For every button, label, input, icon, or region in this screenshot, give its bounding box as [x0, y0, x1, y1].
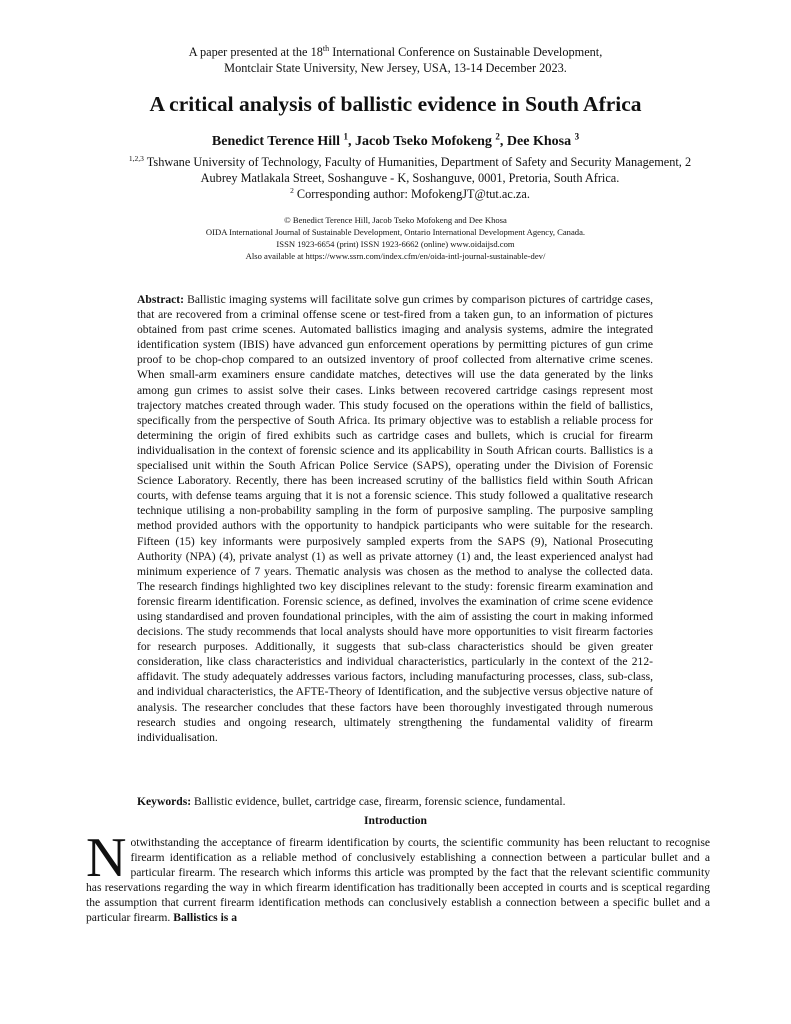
author-sup: 2 — [495, 131, 500, 142]
author-name: Dee Khosa — [506, 134, 572, 149]
section-heading-introduction: Introduction — [364, 814, 427, 827]
copyright-line: © Benedict Terence Hill, Jacob Tseko Mofokeng and Dee Khosa — [284, 215, 507, 225]
author-name: Jacob Tseko Mofokeng — [354, 134, 492, 149]
paper-title: A critical analysis of ballistic evidence in South Africa — [149, 92, 642, 116]
keywords-text: Ballistic evidence, bullet, cartridge case, firearm, forensic science, fundamental. — [191, 795, 566, 808]
keywords-label: Keywords: — [137, 795, 192, 808]
affiliation-sup: 1,2,3 — [128, 153, 144, 163]
corresponding-sup: 2 — [290, 185, 294, 195]
conference-line1-post: International Conference on Sustainable Development, — [329, 45, 603, 59]
author-list: Benedict Terence Hill $^1$, Jacob Tseko Mofokeng $^2$, Dee Khosa $^3$ — [211, 131, 580, 149]
conference-line1-pre: A paper presented at the 18 — [188, 45, 323, 59]
corresponding-author — [110, 186, 710, 202]
abstract-text: Ballistic imaging systems will facilitate solve gun crimes by comparison pictures of cartridge cases, that are recovered from a criminal offense scene or test-fired from a taken gun, to an information of pictures obtained from past crime scenes. Automated ballistics imaging and analysis systems, admire the integrated identification system (IBIS) have advanced gun enforcement operations by permitting pictures of gun crime proof to be chop-chop compared to an outsized inventory of proof collected from alternative crime scenes. When small-arm examiners ensure candidate matches, detectives will use the data generated by the links among gun crimes to assist solve their cases. Links between recovered cartridge casings represent most trajectory matches created through wader. This study focused on the operations within the field of ballistics, specifically from the perspective of South Africa. Its primary objective was to establish a reliable process for determining the origin of fired exhibits such as cartridge cases and bullets, which is crucial for firearm individualisation in the context of forensic science and its applicability in South African courts. Ballistics is a specialised unit within the South African Police Service (SAPS), operating under the Division of Forensic Science Laboratory. Recently, there has been increased scrutiny of the ballistics field within South African courts, with defense teams arguing that it is not a forensic science. This study followed a qualitative research technique utilising a non-probability sampling in the form of purposive sampling. The purposive sampling method provided authors with the opportunity to handpick participants who were suitable for the research. Fifteen (15) key informants were purposively sampled experts from the SAPS (9), National Prosecuting Authority (NPA) (4), private analyst (1) as well as private attorney (1) and, the least experienced analyst had minimum experience of 7 years. Thematic analysis was chosen as the method to analyse the collected data. The research findings highlighted two key disciplines relevant to the study: forensic firearm examination and forensic firearm identification. Forensic science, as defined, involves the examination of crime scene evidence using standardised and proven foundational principles, with the aim of assisting the court in making informed decisions. The study recommends that local analysts should have more opportunities to visit firearm factories for research purposes. Additionally, it suggests that sub-class characteristics should be given greater consideration, like class characteristics and individual characteristics, particularly in the context of the 212-affidavit. The study adequately addresses various factors, including manufacturing processes, class, sub-class, and individual characteristics, the AFTE-Theory of Identification, and the subjective versus objective nature of analysis. The researcher concludes that these factors have been thoroughly investigated through numerous research studies and ongoing research, ultimately strengthening the fundamental validity of firearm individualisation. — [137, 293, 653, 744]
introduction-text: otwithstanding the acceptance of firearm identification by courts, the scientific community has been reluctant to recognise firearm identification as a reliable method of conclusively establishing a connection between a particular bullet and a particular firearm. The research which informs this article was prompted by the fact that the relevant scientific community has reservations regarding the way in which firearm identification has traditionally been accepted in courts and is sceptical regarding the assumption that current firearm identification methods can conclusively establish a connection between a specific bullet and a particular firearm. — [86, 836, 710, 925]
corresponding-text: Corresponding author: MofokengJT@tut.ac.za. — [293, 187, 530, 201]
introduction-bold-tail: Ballistics is a — [173, 911, 238, 925]
keywords — [137, 794, 653, 809]
drop-cap: N — [86, 827, 127, 889]
conference-line2: Montclair State University, New Jersey, USA, 13-14 December 2023. — [224, 61, 567, 75]
author-name: Benedict Terence Hill — [211, 134, 340, 149]
author-sup: 1 — [343, 131, 348, 142]
journal-line: OIDA International Journal of Sustainable Development, Ontario International Development Agency, Canada. — [205, 227, 586, 237]
availability-line: Also available at https://www.ssrn.com/index.cfm/en/oida-intl-journal-sustainable-dev/ — [245, 251, 546, 261]
affiliation-text: Tshwane University of Technology, Faculty of Humanities, Department of Safety and Security Management, 2 Aubrey Matlakala Street, Soshanguve - K, Soshanguve, 0001, Pretoria, South Africa. — [143, 155, 692, 185]
abstract-label: Abstract: — [137, 293, 185, 306]
issn-line: ISSN 1923-6654 (print) ISSN 1923-6662 (online) www.oidaijsd.com — [276, 239, 515, 249]
abstract — [137, 292, 653, 745]
conference-note — [100, 44, 691, 76]
author-sup: 3 — [574, 131, 580, 142]
copyright-block — [100, 214, 691, 262]
introduction-paragraph — [86, 827, 710, 926]
conference-line1-sup: th — [322, 43, 330, 53]
affiliation — [110, 154, 710, 186]
